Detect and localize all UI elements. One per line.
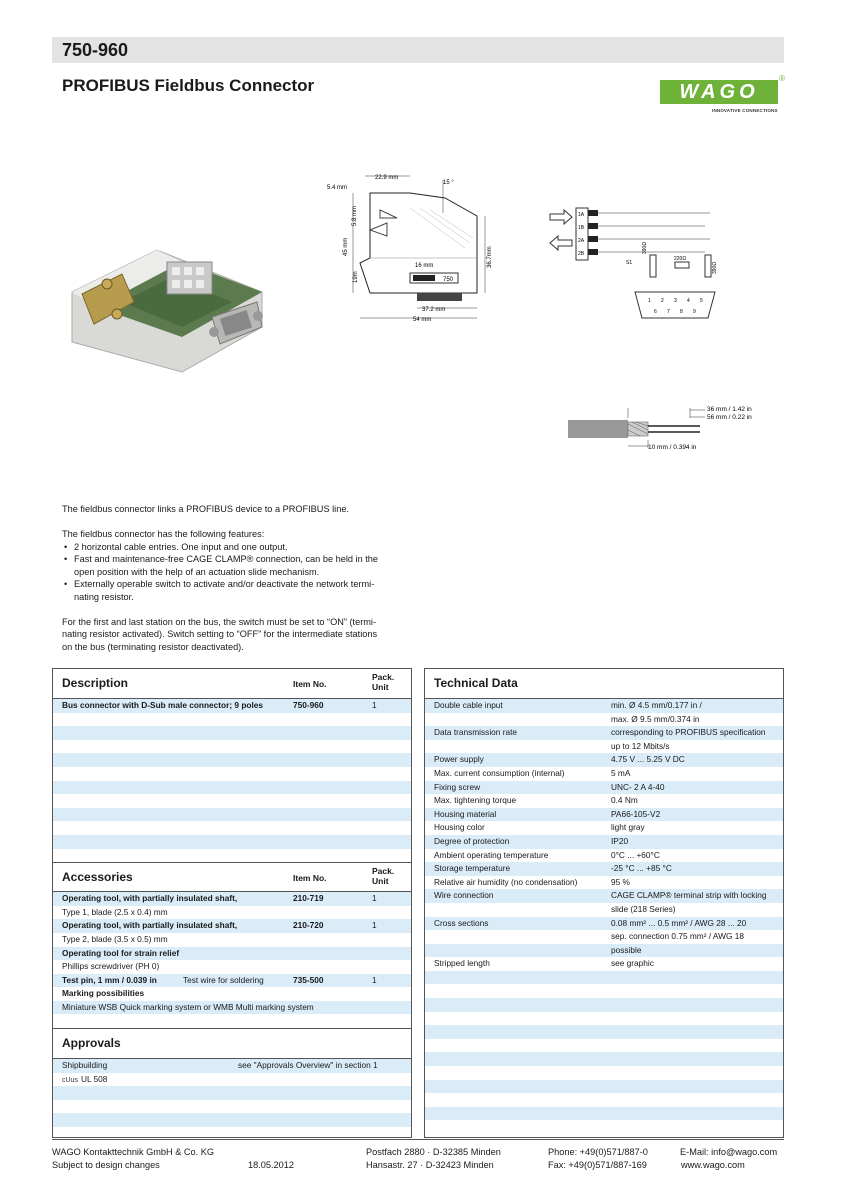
table-row: Operating tool, with partially insulated shaft, 210-720 1 [53,919,411,933]
table-row [53,1113,411,1127]
description-rows [53,699,411,862]
table-row [425,1025,783,1039]
table-row: Type 1, blade (2.5 x 0.4) mm [62,906,168,917]
table-row: cUus UL 508 [53,1073,411,1087]
dim-37-2: 37.2 mm [422,307,446,313]
feature-item [62,553,412,578]
table-row [53,740,411,754]
table-row: Bus connector with D-Sub male connector; 9 poles 750-960 1 [53,699,411,713]
table-row: Shipbuilding see "Approvals Overview" in section 1 [53,1059,411,1073]
dim-16: 16 mm [415,263,434,269]
logo-wordmark: WAGO [660,80,778,104]
intro-p1: The fieldbus connector links a PROFIBUS device to a PROFIBUS line. [62,504,349,514]
table-row [53,821,411,835]
table-row [425,862,783,876]
dim-54: 54 mm [413,317,432,323]
dim-5-8: 5.8 mm [352,205,358,226]
item-number: 750-960 [62,40,129,60]
approvals-rows [53,1059,411,1141]
terminal-1a: 1A [578,212,585,218]
table-row [425,849,783,863]
spec-label: Power supply [434,754,484,765]
spec-value: IP20 [611,835,629,846]
approvals-heading: Approvals [62,1036,121,1051]
res-right: 390Ω [712,261,718,274]
product-photo [62,232,267,387]
spec-label: Relative air humidity (no condensation) [434,876,578,887]
spec-value: 0.4 Nm [611,795,638,806]
logo-tagline: INNOVATIVE CONNECTIONS [712,108,778,113]
table-row: Test pin, 1 mm / 0.039 in Test wire for soldering 735-500 1 [53,974,411,988]
wago-logo [660,74,785,116]
table-row [425,821,783,835]
spec-value: min. Ø 4.5 mm/0.177 in / [611,700,702,710]
table-row [53,726,411,740]
table-row [425,1080,783,1094]
spec-value: 95 % [611,876,630,887]
table-row [425,1012,783,1026]
intro-p2: The fieldbus connector has the following features: [62,529,265,539]
spec-label: Double cable input [434,700,503,710]
dimension-drawing [325,168,505,333]
dim-36-7: 36.7mm [487,246,493,268]
table-row [53,1014,411,1028]
spec-value: 5 mA [611,767,631,778]
title-bar [52,37,784,63]
pin-8: 8 [680,309,683,315]
feature-line: nating resistor. [74,591,134,602]
technical-heading: Technical Data [434,676,518,690]
spec-value: corresponding to PROFIBUS specification [611,727,766,738]
switch-label: S1 [626,260,633,266]
table-row: Marking possibilities [62,988,145,999]
col-pack-unit: Pack. Unit [372,672,395,692]
spec-label: Data transmission rate [434,727,518,738]
spec-value: possible [611,944,642,955]
wiring-schematic [540,200,730,325]
p3-line: nating resistor activated). Switch setting to “OFF” for the intermediate stations [62,629,378,639]
feature-line: Fast and maintenance-free CAGE CLAMP® connection, can be held in the [74,554,378,564]
spec-label: Max. current consumption (internal) [434,767,565,778]
table-row [425,944,783,958]
table-row [425,984,783,998]
spec-label: Housing color [434,822,485,833]
spec-value: see graphic [611,958,654,969]
table-row [425,835,783,849]
col-item-no: Item No. [293,873,327,884]
footer-address: Hansastr. 27 · D-32423 Minden [366,1160,494,1170]
pin-4: 4 [687,298,690,304]
pin-6: 6 [654,309,657,315]
spec-label: Stripped length [434,958,490,969]
footer-postfach: Postfach 2880 · D-32385 Minden [366,1147,501,1157]
spec-label: Degree of protection [434,835,510,846]
feature-line: open position with the help of an actuation slide mechanism. [74,566,320,577]
table-row [425,998,783,1012]
technical-rows [425,699,783,1120]
table-row [53,767,411,781]
table-row: Phillips screwdriver (PH 0) [62,961,160,972]
logo-registered-mark: ® [779,74,785,83]
spec-value: slide (218 Series) [611,903,676,914]
footer-subject: Subject to design changes [52,1160,160,1170]
accessories-rows [53,892,411,1028]
table-row [425,917,783,931]
terminal-2a: 2A [578,238,585,244]
spec-label: Housing material [434,808,497,819]
ul-mark-icon: cUus [62,1076,78,1084]
footer-company: WAGO Kontakttechnik GmbH & Co. KG [52,1147,215,1157]
dim-5-4: 5.4 mm [327,185,348,191]
pin-2: 2 [661,298,664,304]
spec-value: UNC- 2 A 4-40 [611,781,665,792]
table-row [53,753,411,767]
table-row [425,713,783,727]
p3-line: For the first and last station on the bus, the switch must be set to “ON” (termi- [62,616,377,627]
spec-value: max. Ø 9.5 mm/0.374 in [611,713,700,724]
table-row [425,767,783,781]
table-row [425,1052,783,1066]
technical-data-panel [424,668,784,1138]
intro-text [62,503,412,666]
spec-value: -25 °C ... +85 °C [611,863,672,874]
cable-strip-graphic [560,400,770,460]
table-row [53,713,411,727]
table-row [425,876,783,890]
table-row [425,726,783,740]
dim-15-deg: 15 ° [443,180,454,186]
table-row [425,957,783,971]
table-row [425,794,783,808]
spec-label: Ambient operating temperature [434,849,549,860]
dim-45: 45 mm [343,237,349,256]
table-row [425,1066,783,1080]
feature-item: • 2 horizontal cable entries. One input and one output. [62,541,412,554]
ordering-panel [52,668,412,1138]
cable-dim-a: 36 mm / 1.42 in [707,406,752,413]
table-row: Type 2, blade (3.5 x 0.5) mm [62,933,168,944]
table-row [53,849,411,863]
table-row [425,1039,783,1053]
description-heading: Description [62,676,129,690]
spec-value: CAGE CLAMP® terminal strip with locking [611,890,767,901]
spec-value: 0.08 mm² ... 0.5 mm² / AWG 28 ... 20 [611,917,747,928]
technical-header [425,669,783,699]
table-row [53,781,411,795]
feature-list [62,541,412,604]
feature-line: Externally operable switch to activate and/or deactivate the network termi- [74,579,375,589]
table-row [425,930,783,944]
accessories-heading: Accessories [62,870,133,885]
spec-value: light gray [611,822,645,833]
table-row [53,808,411,822]
footer-fax: Fax: +49(0)571/887-169 [548,1160,647,1170]
spec-value: 0°C ... +60°C [611,849,660,860]
spec-label: Wire connection [434,890,494,901]
col-item-no: Item No. [293,679,327,689]
intro-p3 [62,616,412,654]
accessories-header [53,862,411,892]
table-row: Miniature WSB Quick marking system or WMB Multi marking system [53,1001,411,1015]
table-row [425,808,783,822]
table-row [425,740,783,754]
pin-5: 5 [700,298,703,304]
description-header [53,669,411,699]
terminal-2b: 2B [578,251,585,257]
spec-value: PA66-105-V2 [611,808,661,819]
cable-dim-b: 56 mm / 0.22 in [707,414,752,421]
approvals-header [53,1028,411,1059]
product-title: PROFIBUS Fieldbus Connector [62,76,315,95]
p3-line: on the bus (terminating resistor deactivated). [62,641,244,652]
spec-label: Fixing screw [434,781,481,792]
dim-22-9: 22.9 mm [375,175,399,181]
table-row [425,903,783,917]
table-row [425,753,783,767]
terminal-1b: 1B [578,225,585,231]
res-mid: 220Ω [674,256,687,262]
cable-dim-c: 10 mm / 0.394 in [648,444,697,451]
spec-value: 4.75 V ... 5.25 V DC [611,754,685,765]
pin-1: 1 [648,298,651,304]
spec-label: Cross sections [434,917,489,928]
table-row [425,1093,783,1107]
col-pack-unit: Pack. Unit [372,866,395,887]
spec-value: up to 12 Mbits/s [611,740,670,751]
pin-7: 7 [667,309,670,315]
spec-label: Storage temperature [434,863,511,874]
spec-value: sep. connection 0.75 mm² / AWG 18 [611,931,744,942]
pin-9: 9 [693,309,696,315]
footer-web: www.wago.com [681,1160,745,1170]
feature-item [62,578,412,603]
table-row [425,889,783,903]
table-row [53,835,411,849]
pin-3: 3 [674,298,677,304]
footer-phone: Phone: +49(0)571/887-0 [548,1147,648,1157]
drawing-label-750: 750 [443,277,454,283]
table-row: Operating tool for strain relief [53,947,411,961]
table-row [53,1100,411,1114]
page-footer [52,1139,784,1179]
table-row [53,794,411,808]
table-row [425,971,783,985]
table-row: Operating tool, with partially insulated shaft, 210-719 1 [53,892,411,906]
table-row [425,1107,783,1121]
res-left: 390Ω [642,241,648,254]
table-row [53,1086,411,1100]
spec-label: Max. tightening torque [434,795,517,806]
footer-email: E-Mail: info@wago.com [680,1147,778,1157]
footer-date: 18.05.2012 [248,1160,294,1170]
dim-19: 19m [353,271,359,283]
table-row [425,699,783,713]
table-row [425,781,783,795]
